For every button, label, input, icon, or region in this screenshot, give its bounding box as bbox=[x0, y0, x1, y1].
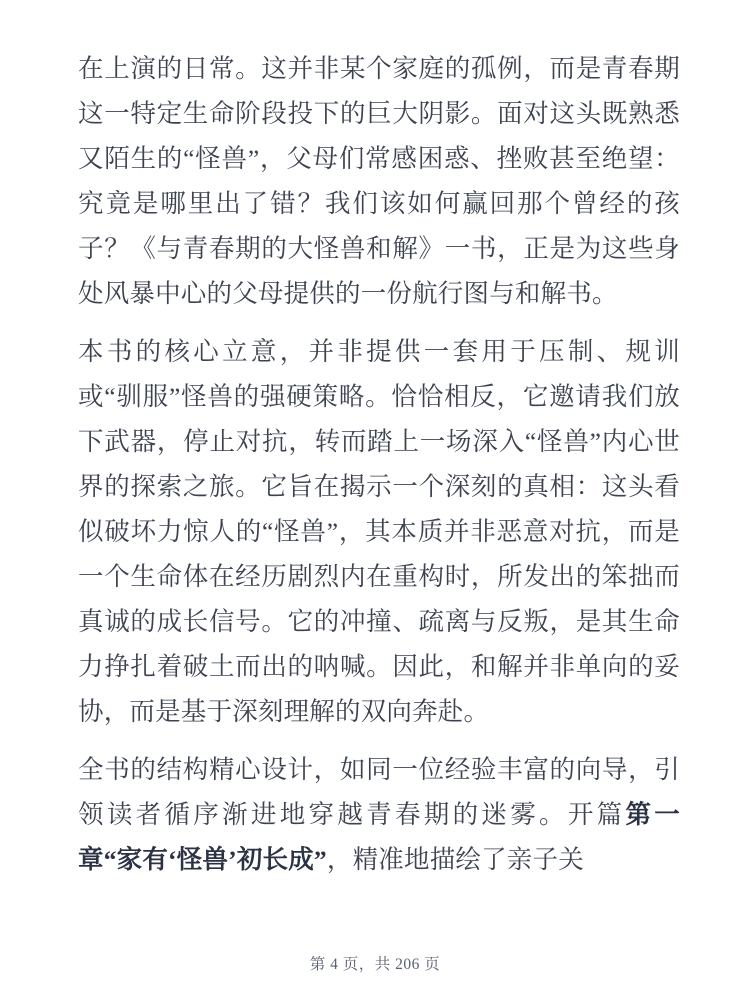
paragraph-3-tail: ，精准地描绘了亲子关 bbox=[326, 845, 584, 874]
paragraph-3 bbox=[78, 747, 680, 882]
page-footer: 第 4 页，共 206 页 bbox=[309, 956, 441, 973]
chapter-reference: 第一章“家有‘怪兽’初长成” bbox=[78, 800, 680, 874]
document-body bbox=[78, 46, 680, 882]
paragraph-3-lead: 全书的结构精心设计，如同一位经验丰富的向导，引领读者循序渐进地穿越青春期的迷雾。开篇 bbox=[78, 755, 680, 829]
paragraph-2: 本书的核心立意，并非提供一套用于压制、规训或“驯服”怪兽的强硬策略。恰恰相反，它邀请我们放下武器，停止对抗，转而踏上一场深入“怪兽”内心世界的探索之旅。它旨在揭示一个深刻的真相：这头看似破坏力惊人的“怪兽”，其本质并非恶意对抗，而是一个生命体在经历剧烈内在重构时，所发出的笨拙而真诚的成长信号。它的冲撞、疏离与反叛，是其生命力挣扎着破土而出的呐喊。因此，和解并非单向的妥协，而是基于深刻理解的双向奔赴。 bbox=[78, 337, 680, 726]
paragraph-1: 在上演的日常。这并非某个家庭的孤例，而是青春期这一特定生命阶段投下的巨大阴影。面对这头既熟悉又陌生的“怪兽”，父母们常感困惑、挫败甚至绝望：究竟是哪里出了错？我们该如何赢回那个曾经的孩子？《与青春期的大怪兽和解》一书，正是为这些身处风暴中心的父母提供的一份航行图与和解书。 bbox=[78, 54, 680, 308]
